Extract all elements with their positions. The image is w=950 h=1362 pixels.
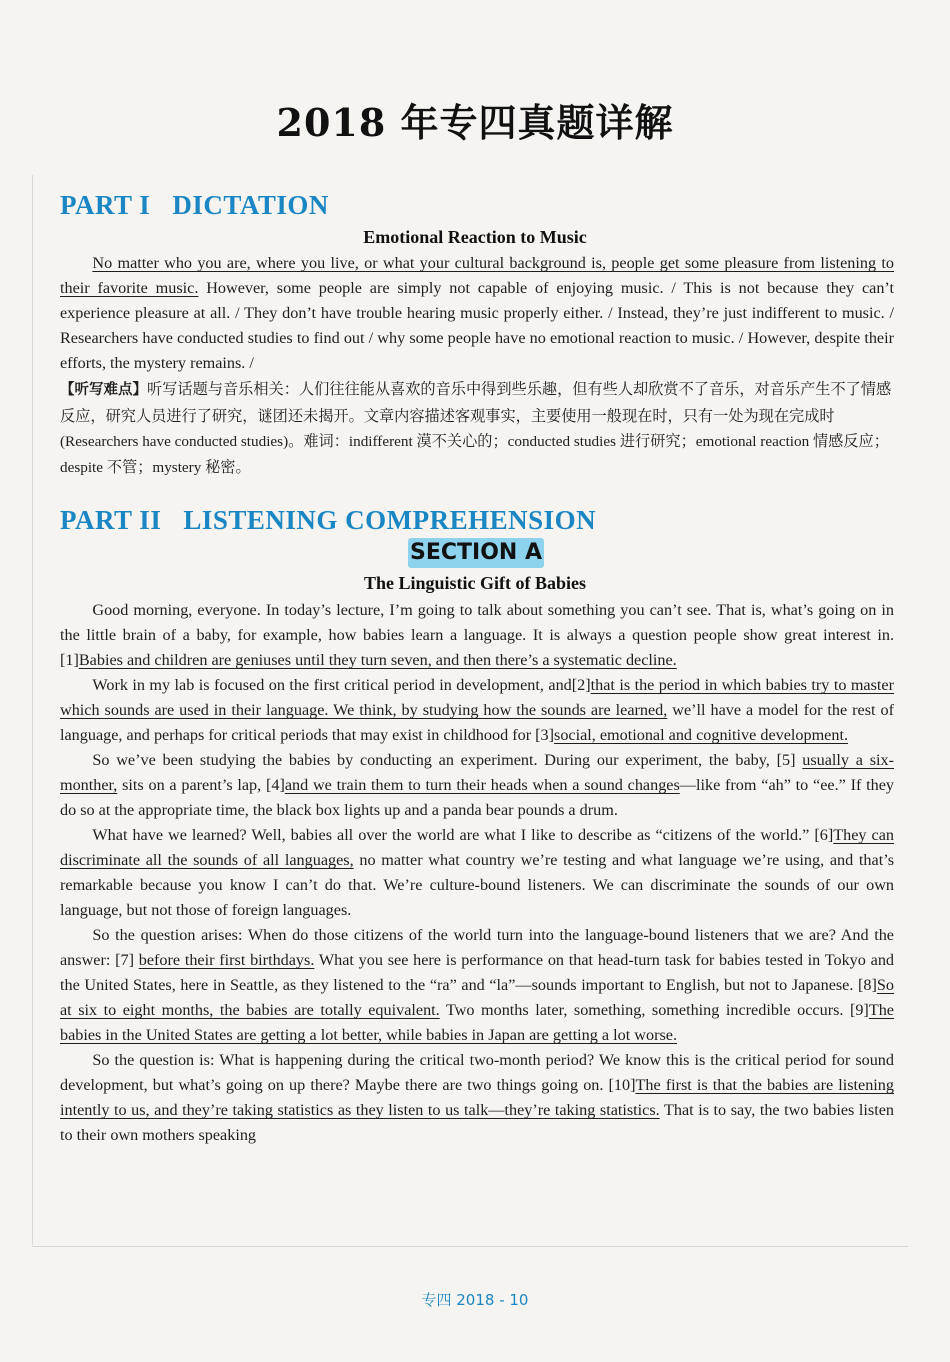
- dictation-passage: [60, 251, 894, 376]
- text-run: That is to say, the two babies listen to their own mothers speaking: [60, 1101, 894, 1144]
- page-title: 2018 年专四真题详解: [276, 100, 674, 145]
- answer-4: and we train them to turn their heads when a sound changes: [284, 776, 680, 794]
- answer-8: So at six to eight months, the babies are totally equivalent.: [60, 976, 894, 1019]
- text-run: So we’ve been studying the babies by conducting an experiment. During our experiment, the baby, [5]: [92, 751, 803, 769]
- answer-7: before their first birthdays.: [138, 951, 315, 969]
- part2-name: LISTENING COMPREHENSION: [183, 505, 597, 535]
- section-a-badge: SECTION A: [408, 538, 544, 568]
- listening-paragraph-3: [60, 748, 894, 823]
- text-run: So the question arises: When do those citizens of the world turn into the language-bound listeners that we are? And the answer: [7]: [60, 926, 894, 969]
- part2-heading: [60, 505, 596, 536]
- answer-5: usually a six-monther,: [60, 751, 894, 794]
- dictation-sentence-1: No matter who you are, where you live, or what your cultural background is, people get some pleasure from listening to their favorite music.: [60, 254, 894, 297]
- listening-passage-title: The Linguistic Gift of Babies: [363, 573, 587, 593]
- part2-label: PART II: [60, 505, 162, 535]
- answer-9: The babies in the United States are getting a lot better, while babies in Japan are getting a lot worse.: [60, 1001, 894, 1044]
- listening-passage: [60, 598, 894, 1148]
- part1-name: DICTATION: [172, 190, 329, 220]
- dictation-passage-title: Emotional Reaction to Music: [363, 227, 587, 247]
- text-run: no matter what country we’re testing and what language we’re using, and that’s remarkable because you know I can’t do that. We’re culture-bound listeners. We can discriminate the sounds of our own language, but not those of foreign languages.: [60, 851, 894, 919]
- listening-paragraph-1: [60, 598, 894, 673]
- listening-paragraph-2: [60, 673, 894, 748]
- text-run: Good morning, everyone. In today’s lecture, I’m going to talk about something you can’t see. That is, what’s going on in the little brain of a baby, for example, how babies learn a language. It is always a question people show great interest in. [1]: [60, 601, 894, 669]
- answer-1: Babies and children are geniuses until they turn seven, and then there’s a systematic decline.: [78, 651, 677, 669]
- margin-rule: [32, 175, 33, 1245]
- answer-3: social, emotional and cognitive development.: [554, 726, 849, 744]
- listening-paragraph-4: [60, 823, 894, 923]
- dictation-note: [60, 377, 894, 480]
- text-run: Work in my lab is focused on the first critical period in development, and[2]: [92, 676, 591, 694]
- listening-paragraph-5: [60, 923, 894, 1048]
- text-run: sits on a parent’s lap, [4]: [117, 776, 285, 794]
- bottom-rule: [32, 1246, 908, 1247]
- text-run: What have we learned? Well, babies all over the world are what I like to describe as “citizens of the world.” [6]: [92, 826, 834, 844]
- text-run: What you see here is performance on that head-turn task for babies tested in Tokyo and the United States, here in Seattle, as they listened to the “ra” and “la”—sounds important to English, but not to Japanese. [8]: [60, 951, 895, 994]
- dictation-rest: However, some people are simply not capable of enjoying music. / This is not because they can’t experience pleasure at all. / They don’t have trouble hearing music properly either. / Instead, they’re just indifferent to music. / Researchers have conducted studies to find out / why some people have no emotional reaction to music. / However, despite their efforts, the mystery remains. /: [60, 279, 895, 372]
- text-run: —like from “ah” to “ee.” If they do so at the appropriate time, the black box lights up and a panda bear pounds a drum.: [60, 776, 894, 819]
- dictation-paragraph: [60, 251, 894, 376]
- text-run: Two months later, something, something incredible occurs. [9]: [439, 1001, 869, 1019]
- text-run: we’ll have a model for the rest of language, and perhaps for critical periods that may exist in childhood for [3]: [60, 701, 894, 744]
- text-run: So the question is: What is happening during the critical two-month period? We know this is the critical period for sound development, but what’s going on up there? Maybe there are two things going on. [10]: [60, 1051, 894, 1094]
- listening-paragraph-6: [60, 1048, 894, 1148]
- part1-label: PART I: [60, 190, 151, 220]
- note-label: 【听写难点】: [60, 382, 147, 398]
- answer-2: that is the period in which babies try to master which sounds are used in their language. We think, by studying how the sounds are learned,: [60, 676, 894, 719]
- part1-heading: [60, 190, 329, 221]
- page-footer: 专四 2018 - 10: [421, 1291, 529, 1309]
- answer-6: They can discriminate all the sounds of all languages,: [60, 826, 894, 869]
- answer-10: The first is that the babies are listening intently to us, and they’re taking statistics as they listen to us talk—they’re taking statistics.: [60, 1076, 894, 1119]
- note-text: 听写话题与音乐相关：人们往往能从喜欢的音乐中得到些乐趣，但有些人却欣赏不了音乐，对音乐产生不了情感反应，研究人员进行了研究，谜团还未揭开。文章内容描述客观事实，主要使用一般现在时，只有一处为现在完成时(Researchers have conducted studies)。难词：indifferent 漠不关心的；conducted studies 进行研究；emotional reaction 情感反应；despite 不管；mystery 秘密。: [60, 381, 892, 476]
